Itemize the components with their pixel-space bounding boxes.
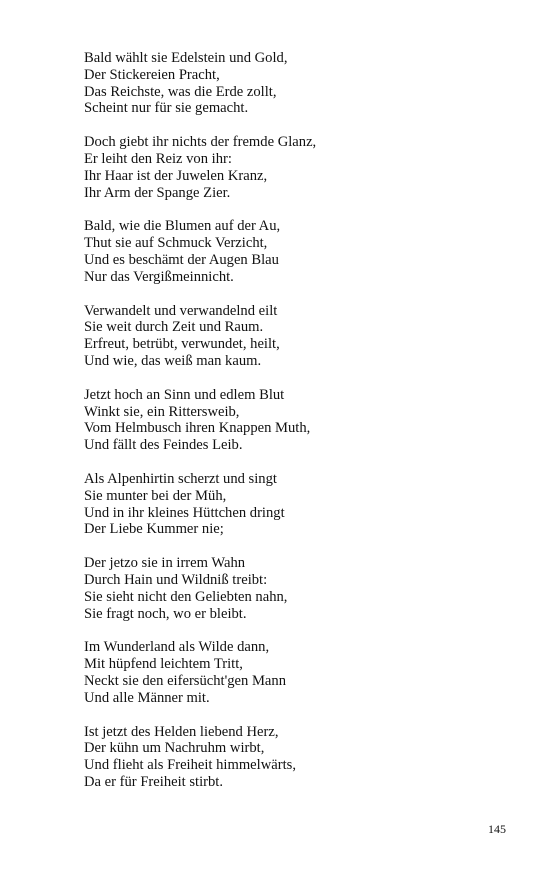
poem-line: Thut sie auf Schmuck Verzicht, bbox=[84, 235, 268, 252]
poem-line: Und flieht als Freiheit himmelwärts, bbox=[84, 757, 296, 774]
poem-line: Bald, wie die Blumen auf der Au, bbox=[84, 218, 281, 235]
poem-line: Ist jetzt des Helden liebend Herz, bbox=[84, 723, 279, 740]
poem-line: Jetzt hoch an Sinn und edlem Blut bbox=[84, 386, 285, 403]
poem-line: Mit hüpfend leichtem Tritt, bbox=[84, 656, 243, 673]
poem-line: Neckt sie den eifersücht'gen Mann bbox=[84, 672, 287, 689]
poem-line: Im Wunderland als Wilde dann, bbox=[84, 639, 270, 656]
poem-line: Als Alpenhirtin scherzt und singt bbox=[84, 470, 277, 487]
poem-line: Sie weit durch Zeit und Raum. bbox=[84, 319, 264, 336]
poem-line: Verwandelt und verwandelnd eilt bbox=[84, 302, 278, 319]
poem-line: Durch Hain und Wildniß treibt: bbox=[84, 571, 268, 588]
stanza bbox=[84, 555, 524, 622]
poem-line: Und es beschämt der Augen Blau bbox=[84, 251, 279, 268]
poem-line: Bald wählt sie Edelstein und Gold, bbox=[84, 50, 288, 66]
poem-line: Da er für Freiheit stirbt. bbox=[84, 773, 224, 790]
stanza bbox=[84, 134, 524, 201]
poem-line: Sie fragt noch, wo er bleibt. bbox=[84, 605, 247, 622]
poem-line: Der kühn um Nachruhm wirbt, bbox=[84, 740, 265, 757]
poem-line: Winkt sie, ein Rittersweib, bbox=[84, 403, 240, 420]
poem-line: Der Liebe Kummer nie; bbox=[84, 521, 224, 538]
stanza bbox=[84, 303, 524, 370]
stanza bbox=[84, 218, 524, 285]
poem-line: Sie sieht nicht den Geliebten nahn, bbox=[84, 588, 288, 605]
poem-text bbox=[84, 50, 524, 808]
stanza bbox=[84, 639, 524, 706]
poem-line: Doch giebt ihr nichts der fremde Glanz, bbox=[84, 134, 317, 151]
page-number: 145 bbox=[488, 822, 506, 836]
poem-line: Nur das Vergißmeinnicht. bbox=[84, 268, 234, 285]
stanza bbox=[84, 471, 524, 538]
poem-line: Und fällt des Feindes Leib. bbox=[84, 437, 243, 454]
poem-line: Der Stickereien Pracht, bbox=[84, 66, 220, 83]
poem-line: Der jetzo sie in irrem Wahn bbox=[84, 555, 246, 572]
poem-line: Sie munter bei der Müh, bbox=[84, 487, 227, 504]
poem-line: Scheint nur für sie gemacht. bbox=[84, 100, 249, 117]
poem-line: Erfreut, betrübt, verwundet, heilt, bbox=[84, 336, 280, 353]
poem-line: Und wie, das weiß man kaum. bbox=[84, 352, 262, 369]
stanza bbox=[84, 724, 524, 791]
poem-line: Und in ihr kleines Hüttchen dringt bbox=[84, 504, 285, 521]
poem-line: Ihr Arm der Spange Zier. bbox=[84, 184, 231, 201]
poem-line: Er leiht den Reiz von ihr: bbox=[84, 150, 232, 167]
poem-line: Vom Helmbusch ihren Knappen Muth, bbox=[84, 420, 311, 437]
poem-line: Und alle Männer mit. bbox=[84, 689, 210, 706]
poem-line: Das Reichste, was die Erde zollt, bbox=[84, 83, 277, 100]
poem-line: Ihr Haar ist der Juwelen Kranz, bbox=[84, 167, 268, 184]
stanza bbox=[84, 50, 524, 117]
stanza bbox=[84, 387, 524, 454]
